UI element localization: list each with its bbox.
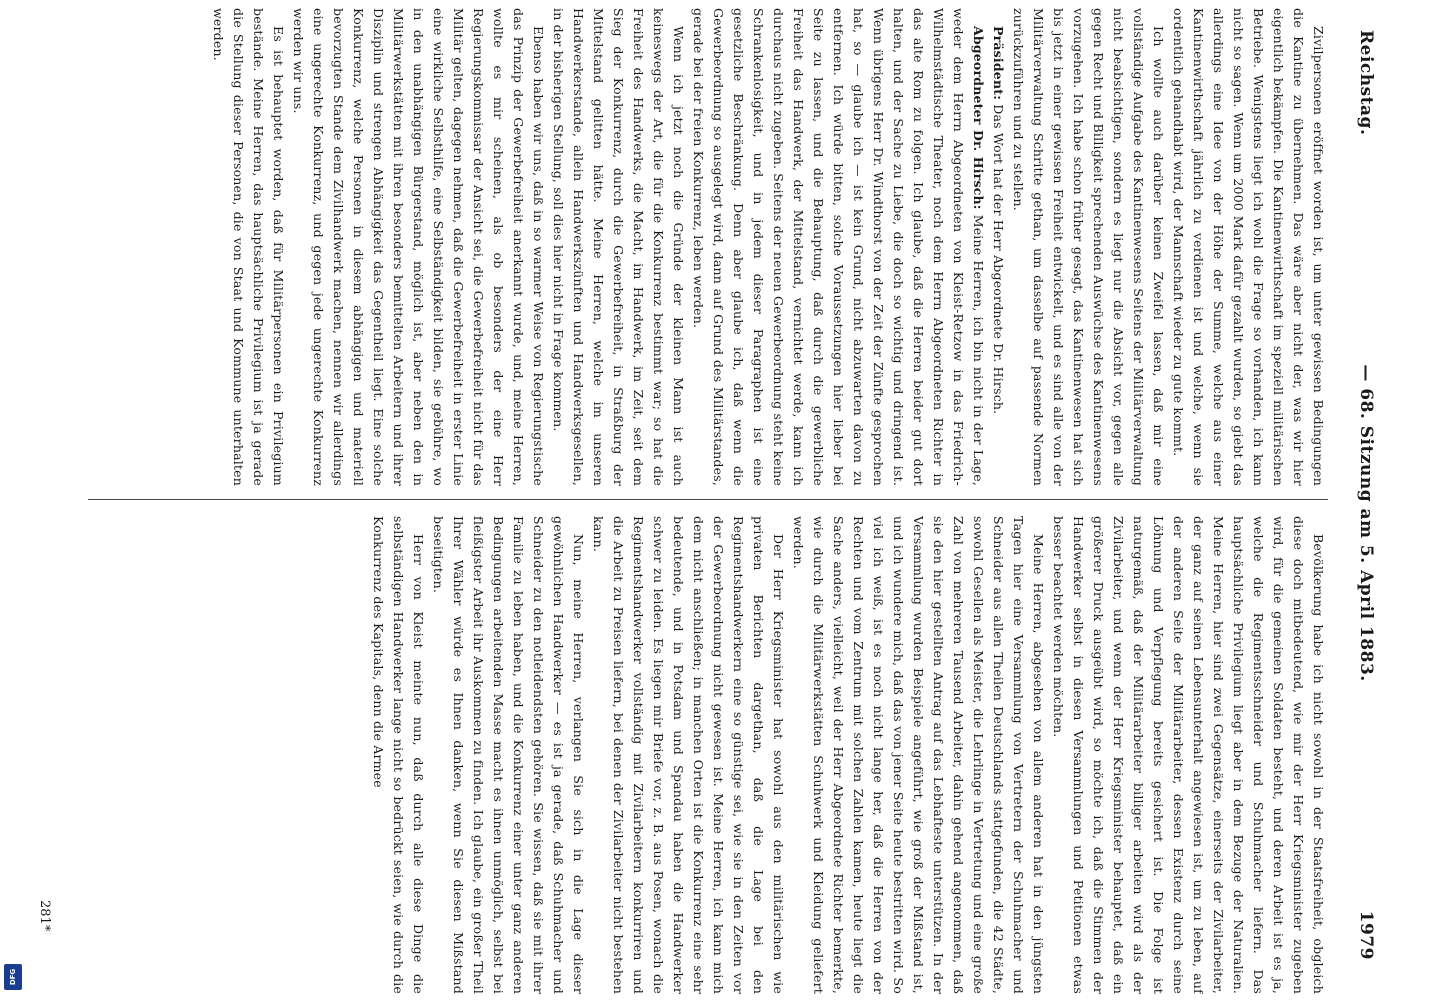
digitization-footer — [0, 0, 32, 1000]
paragraph-text: Meine Herren, abgesehen von allem anderen hat in den jüngsten Tagen hier eine Versammlung von Vertretern der Schuhmacher und Schneider aus allen Theilen Deutschlands stattgefunden, die 42 Städte, sowohl Gesellen als Meister, die Lehrlinge in Vertretung und eine große Zahl von mehreren Tausend Arbeiter, dahin gehend angenommen, daß sie den hier gestellten Antrag auf das Lebhafteste unterstützen. In der Versammlung wurden Beispiele angeführt, wie groß der Mißstand ist, und ich wundere mich, daß das von jener Seite heute bestritten wird. So viel ich weiß, ist es noch nicht lange her, daß die Herren von der Rechten und vom Zentrum mit solchen Zahlen kamen, heute liegt die Sache anders, vielleicht, weil der Herr Abgeordnete Richter bemerkte, wie durch die Militärwerkstätten Schuhwerk und Kleidung geliefert werden. — [791, 516, 1046, 994]
paragraph — [1048, 516, 1328, 994]
speaker-name: Präsident: — [991, 26, 1006, 101]
header-title: — 68. Sitzung am 5. April 1883. — [1356, 364, 1376, 682]
page-header — [1346, 30, 1386, 960]
paragraph — [548, 8, 688, 486]
right-column — [88, 516, 1328, 994]
paragraph — [588, 516, 788, 994]
paragraph — [788, 516, 1048, 994]
paragraph — [208, 8, 288, 486]
paragraph-text: Ich wollte auch darüber keinen Zweifel lassen, daß mir eine vollständige Aufgabe des Kantinenwesens Seitens der Militärverwaltung nicht beabsichtigen, sondern es liegt nur die Absicht vor, gegen alle gegen Recht und Billigkeit sprechenden Auswüchse des Kantinenwesens vorzugehen. Ich habe schon früher gesagt, das Kantinenwesen hat sich bis jetzt in einer gewissen Freiheit entwickelt, und es sind alle von der Militärverwaltung Schritte gethan, um dasselbe auf passende Normen zurückzuführen und zu stellen. — [1011, 8, 1166, 486]
paragraph — [988, 8, 1008, 486]
paragraph — [688, 8, 988, 486]
header-left: Reichstag. — [1356, 30, 1376, 136]
paragraph-text: Der Herr Kriegsminister hat sowohl aus den militärischen wie privaten Berichten dargethan, daß die Lage bei den Regimentshandwerkern eine so günstige sei, wie sie in den Zeiten vor der Gewerbeordnung nicht gewesen ist. Meine Herren, ich kann mich dem nicht anschließen; in manchen Orten ist die Konkurrenz eine sehr bedeutende, und in Potsdam und Spandau haben die Handwerker schwer zu leiden. Es liegen mir Briefe vor, z. B. aus Posen, wonach die Regimentshandwerker vollständig mit Zivilarbeitern konkurriren und die Arbeit zu Preisen liefern, bei denen der Zivilarbeiter nicht bestehen kann. — [591, 516, 786, 994]
paragraph — [288, 8, 548, 486]
paragraph-text: Herr von Kleist meinte nun, daß durch alle diese Dinge die selbständigen Handwerker lange nicht so bedrückt seien, wie durch die Konkurrenz des Kapitals, denn die Armee — [371, 516, 426, 994]
paragraph-text: Nun, meine Herren, verlangen Sie sich in die Lage dieser gewöhnlichen Handwerker — es ist ja gerade, daß Schuhmacher und Schneider zu den notleidendsten gehören. Sie wissen, daß sie mit ihrer Familie zu leben haben, und die Konkurrenz einer unter ganz anderen Bedingungen arbeitenden Masse macht es ihnen unmöglich, selbst bei fleißigster Arbeit ihr Auskommen zu finden. Ich glaube, ein großer Theil Ihrer Wähler würde es Ihnen danken, wenn Sie diesen Mißstand beseitigten. — [431, 516, 586, 994]
paragraph-text: Das Wort hat der Herr Abgeordnete Dr. Hirsch. — [991, 104, 1006, 415]
paragraph — [428, 516, 588, 994]
paragraph-text: Wenn ich jetzt noch die Gründe der kleinen Mann ist auch keineswegs der Art, die für die Konkurrenz bestimmt war; so hat die Freiheit des Handwerks, die Macht, im Handwerk, im Zeit, seit dem Sieg der Konkurrenz, durch die Gewerbefreiheit, in Straßburg der Mittelstand gelitten hätte. Meine Herren, welche im unseren Handwerkerstande, allein Handwerkszünften und Handwerksgesellen, in der bisherigen Stellung, soll dies hier nicht in Frage kommen. — [551, 8, 686, 486]
paragraph-text: Zivilpersonen eröffnet worden ist, um unter gewissen Bedingungen die Kantine zu übernehmen. Das wäre aber nicht der, was wir hier eigentlich bekämpfen. Die Kantinenwirthschaft im speziell militärischen Betriebe. Wenigstens liegt ich wohl die Frage so vorhanden, ich kann nicht so sagen. Wenn um 2000 Mark dafür gezahlt wurden, so giebt das allerdings eine Idee von der Höhe der Summe, welche aus einer Kantinenwirthschaft jährlich zu verdienen ist und welche, wenn sie ordentlich gehandhabt wird, der Mannschaft wieder zu gute kommt. — [1171, 8, 1326, 486]
paragraph-text: Meine Herren, ich bin nicht in der Lage, weder dem Herrn Abgeordneten von Kleist-Retzow in das Friedrich-Wilhelmstädtische Theater, noch dem Herrn Abgeordneten Richter in das alte Rom zu folgen. Ich glaube, daß die Herren beider gut dort halten, und der Sache zu Liebe, die doch so wichtig und dringend ist. Wenn übrigens Herr Dr. Windthorst von der Zeit der Zünfte gesprochen hat, so — glaube ich — ist kein Grund, nicht abzuwarten davon zu entfernen. Ich würde bitten, solche Voraussetzungen hier lieber bei Seite zu lassen, und die Behauptung, daß durch die gewerbliche Freiheit das Handwerk, der Mittelstand, vernichtet werde, kann ich durchaus nicht zugeben. Seitens der neuen Gewerbeordnung steht keine Schrankenlosigkeit, und in jedem dieser Paragraphen ist eine gesetzliche Beschränkung. Denn aber glaube ich, daß wenn die Gewerbeordnung so ausgelegt wird, dann auf Grund des Militärstandes, gerade bei der freien Konkurrenz, leben werden. — [691, 8, 986, 486]
left-column — [88, 8, 1328, 486]
page-number: 1979 — [1356, 910, 1376, 960]
paragraph-text: Ebenso haben wir uns, daß in so warmer Weise von Regierungstische das Prinzip der Gewerbefreiheit anerkannt wurde, und, meine Herren, wollte es mir scheinen, als ob besonders der eine Herr Regierungskommissar der Ansicht sei, die Gewerbefreiheit nicht für das Militär gelten, dagegen nehmen, daß die Gewerbefreiheit in erster Linie eine wirkliche Selbsthilfe, eine Selbständigkeit bilden, sie gebühre, wo in den unabhängigen Bürgerstand, möglich ist, aber neben den in Militärwerkstätten mit ihren besonders bemittelten Arbeitern und ihrer Disziplin und strengen Abhängigkeit das Gegentheil liegt. Eine solche Konkurrenz, welche Personen in diesem abhängigen und materiell bevorzugten Stande dem Zivilhandwerk machen, nennen wir allerdings eine ungerechte Konkurrenz, und gegen jede ungerechte Konkurrenz werden wir uns. — [291, 8, 546, 486]
paragraph — [1008, 8, 1168, 486]
paragraph — [368, 516, 428, 994]
signature-mark: 281* — [37, 900, 52, 932]
paragraph-text: Es ist behauptet worden, daß für Militärpersonen ein Privilegium bestände. Meine Herren, das hauptsächliche Privilegium ist ja gerade die Stellung dieser Personen, die von Staat und Kommune unterhalten werden. — [211, 8, 286, 486]
column-divider — [88, 499, 1328, 500]
dfg-logo: DFG — [4, 964, 22, 990]
speaker-name: Abgeordneter Dr. Hirsch: — [971, 26, 986, 210]
paragraph — [1168, 8, 1328, 486]
paragraph-text: Bevölkerung habe ich nicht sowohl in der Staatsfreiheit, obgleich diese doch mitbedeutend, wie mir der Herr Kriegsminister zugeben wird, für die gemeinen Soldaten besteht, und deren Arbeit ist es ja, welche die Regimentsschneider und Schuhmacher liefern. Das hauptsächliche Privilegium liegt aber in dem Bezuge der Naturalien. Meine Herren, hier sind zwei Gegensätze, einerseits der Zivilarbeiter, der ganz auf seinen Lebensunterhalt angewiesen ist, um zu leben, auf der anderen Seite der Militärarbeiter, dessen Existenz durch seine Löhnung und Verpflegung bereits gesichert ist. Die Folge ist naturgemäß, daß der Militärarbeiter billiger arbeiten wird als der Zivilarbeiter, und wenn der Herr Kriegsminister behauptet, daß ein größerer Druck ausgeübt wird, so möchte ich, daß die Stimmen der Handwerker selbst in diesen Versammlungen und Petitionen etwas besser beachtet werden möchten. — [1051, 516, 1326, 994]
